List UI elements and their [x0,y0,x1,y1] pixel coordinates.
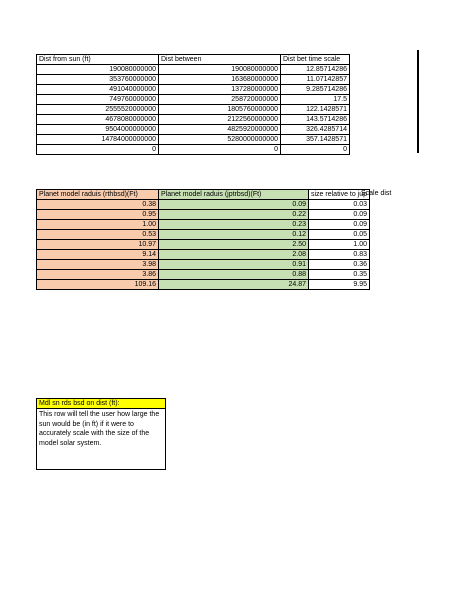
vertical-divider-line [417,50,419,153]
cell[interactable]: 9.285714286 [281,85,350,95]
table-row [37,240,370,250]
cell[interactable]: 0.53 [37,230,159,240]
table-row [37,75,350,85]
scale-dist-header[interactable]: Scale dist [361,190,392,197]
cell[interactable]: 4825920000000 [159,125,281,135]
cell[interactable]: 353760000000 [37,75,159,85]
cell[interactable]: 749760000000 [37,95,159,105]
table-row [37,65,350,75]
header-size-relative-jup[interactable]: size relative to jup [309,190,370,200]
cell[interactable]: 0.36 [309,260,370,270]
cell[interactable]: 5280000000000 [159,135,281,145]
cell[interactable]: 0 [37,145,159,155]
cell[interactable]: 24.87 [159,280,309,290]
cell[interactable]: 0.38 [37,200,159,210]
cell[interactable]: 190080000000 [159,65,281,75]
cell[interactable]: 0.88 [159,270,309,280]
cell[interactable]: 9.95 [309,280,370,290]
header-planet-radius-earth[interactable]: Planet model raduis (rthbsd)(Ft) [37,190,159,200]
cell[interactable]: 190080000000 [37,65,159,75]
table-row [37,230,370,240]
cell[interactable]: 17.5 [281,95,350,105]
cell[interactable]: 0.12 [159,230,309,240]
cell[interactable]: 0.22 [159,210,309,220]
cell[interactable]: 258720000000 [159,95,281,105]
cell[interactable]: 0.05 [309,230,370,240]
cell[interactable]: 0.91 [159,260,309,270]
cell[interactable]: 1.00 [309,240,370,250]
table-row [37,280,370,290]
table-row [37,95,350,105]
table-row [37,125,350,135]
cell[interactable]: 0 [159,145,281,155]
cell[interactable]: 326.4285714 [281,125,350,135]
cell[interactable]: 14784000000000 [37,135,159,145]
cell[interactable]: 3.86 [37,270,159,280]
cell[interactable]: 11.07142857 [281,75,350,85]
table-row [37,105,350,115]
cell[interactable]: 491040000000 [37,85,159,95]
cell[interactable]: 0.35 [309,270,370,280]
cell[interactable]: 12.85714286 [281,65,350,75]
cell[interactable]: 0.09 [159,200,309,210]
table-row [37,220,370,230]
header-planet-radius-jupiter[interactable]: Planet model raduis (jptrbsd)(Ft) [159,190,309,200]
planet-radius-table [36,189,370,290]
table-row [37,200,370,210]
cell[interactable]: 137280000000 [159,85,281,95]
cell[interactable]: 0.23 [159,220,309,230]
table-row [37,85,350,95]
cell[interactable]: 1805760000000 [159,105,281,115]
table-row [37,250,370,260]
table-row [37,270,370,280]
cell[interactable]: 0.09 [309,210,370,220]
cell[interactable]: 109.16 [37,280,159,290]
cell[interactable]: 4678080000000 [37,115,159,125]
cell[interactable]: 0.09 [309,220,370,230]
cell[interactable]: 143.5714286 [281,115,350,125]
sun-radius-description: This row will tell the user how large the sun would be (in ft) if it were to accurately scale with the size of the model solar system. [39,411,160,447]
distance-table-header-row [37,55,350,65]
planet-table-header-row [37,190,370,200]
header-dist-from-sun[interactable]: Dist from sun (ft) [37,55,159,65]
cell[interactable]: 2555520000000 [37,105,159,115]
table-row [37,115,350,125]
distance-table [36,54,350,155]
cell[interactable]: 2.08 [159,250,309,260]
sun-radius-note-box [36,398,166,470]
header-dist-between[interactable]: Dist between [159,55,281,65]
cell[interactable]: 122.1428571 [281,105,350,115]
header-dist-time-scale[interactable]: Dist bet time scale [281,55,350,65]
cell[interactable]: 163680000000 [159,75,281,85]
table-row [37,145,350,155]
cell[interactable]: 9.14 [37,250,159,260]
sun-radius-title[interactable]: Mdl sn rds bsd on dist (ft): [37,399,165,409]
cell[interactable]: 357.1428571 [281,135,350,145]
cell[interactable]: 0.03 [309,200,370,210]
cell[interactable]: 0.83 [309,250,370,260]
cell[interactable]: 9504000000000 [37,125,159,135]
table-row [37,210,370,220]
cell[interactable]: 10.97 [37,240,159,250]
table-row [37,260,370,270]
table-row [37,135,350,145]
cell[interactable]: 0 [281,145,350,155]
cell[interactable]: 3.98 [37,260,159,270]
cell[interactable]: 0.95 [37,210,159,220]
cell[interactable]: 2122560000000 [159,115,281,125]
cell[interactable]: 1.00 [37,220,159,230]
cell[interactable]: 2.50 [159,240,309,250]
